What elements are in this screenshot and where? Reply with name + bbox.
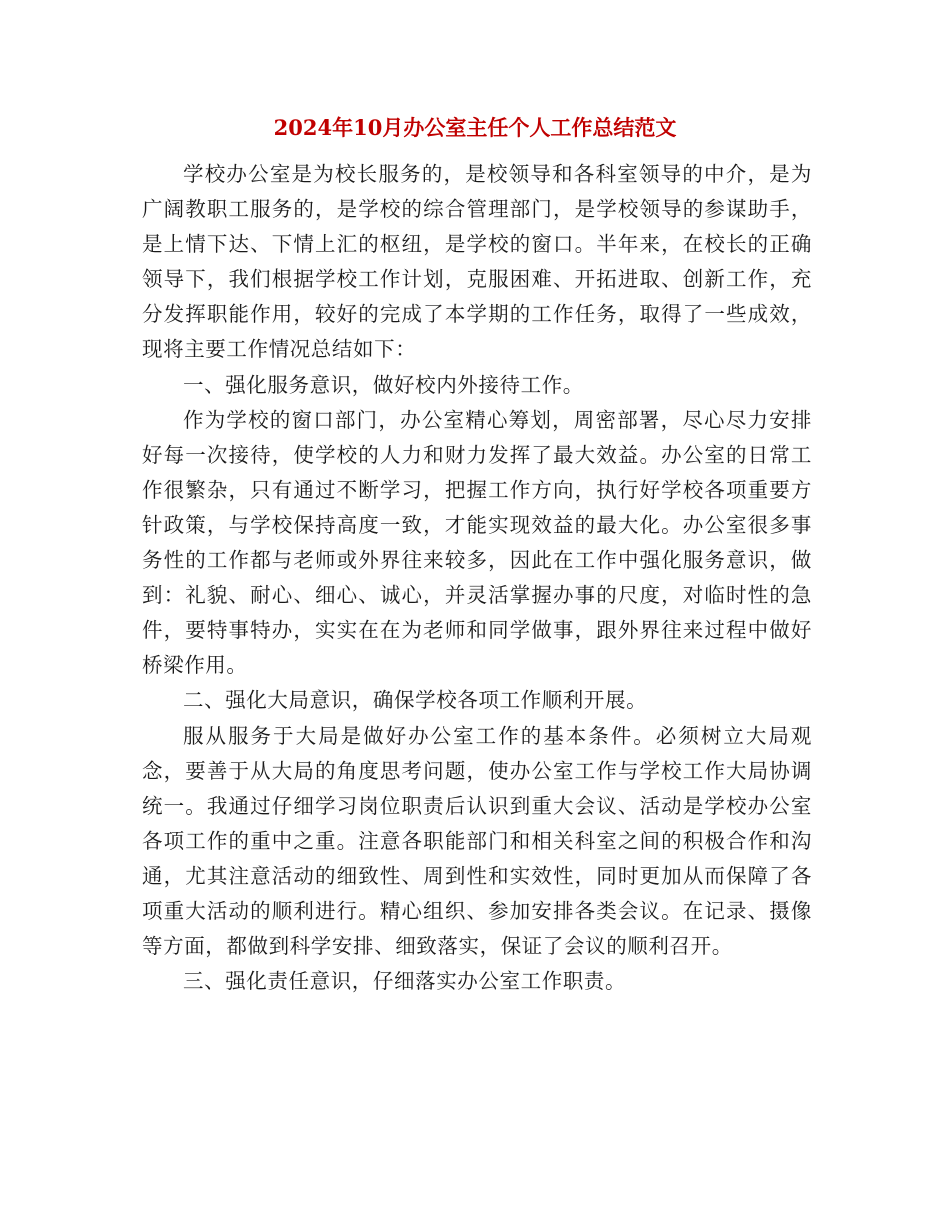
- section-heading-1: 一、强化服务意识，做好校内外接待工作。: [183, 372, 584, 397]
- paragraph-section-1: 作为学校的窗口部门，办公室精心筹划，周密部署，尽心尽力安排好每一次接待，使学校的人力和财力发挥了最大效益。办公室的日常工作很繁杂，只有通过不断学习，把握工作方向，执行好学校各项重要方针政策，与学校保持高度一致，才能实现效益的最大化。办公室很多事务性的工作都与老师或外界往来较多，因此在工作中强化服务意识，做到：礼貌、耐心、细心、诚心，并灵活掌握办事的尺度，对临时性的急件，要特事特办，实实在在为老师和同学做事，跟外界往来过程中做好桥梁作用。: [142, 407, 812, 678]
- document-body: [142, 157, 812, 999]
- section-heading-3: 三、强化责任意识，仔细落实办公室工作职责。: [183, 969, 627, 994]
- document-title: 2024年10月办公室主任个人工作总结范文: [273, 115, 677, 140]
- paragraph-intro: 学校办公室是为校长服务的，是校领导和各科室领导的中介，是为广阔教职工服务的，是学校的综合管理部门，是学校领导的参谋助手，是上情下达、下情上汇的枢纽，是学校的窗口。半年来，在校长的正确领导下，我们根据学校工作计划，克服困难、开拓进取、创新工作，充分发挥职能作用，较好的完成了本学期的工作任务，取得了一些成效，现将主要工作情况总结如下：: [142, 162, 812, 362]
- paragraph-section-2: 服从服务于大局是做好办公室工作的基本条件。必须树立大局观念，要善于从大局的角度思考问题，使办公室工作与学校工作大局协调统一。我通过仔细学习岗位职责后认识到重大会议、活动是学校办公室各项工作的重中之重。注意各职能部门和相关科室之间的积极合作和沟通，尤其注意活动的细致性、周到性和实效性，同时更加从而保障了各项重大活动的顺利进行。精心组织、参加安排各类会议。在记录、摄像等方面，都做到科学安排、细致落实，保证了会议的顺利召开。: [142, 723, 812, 959]
- section-heading-2: 二、强化大局意识，确保学校各项工作顺利开展。: [183, 688, 648, 713]
